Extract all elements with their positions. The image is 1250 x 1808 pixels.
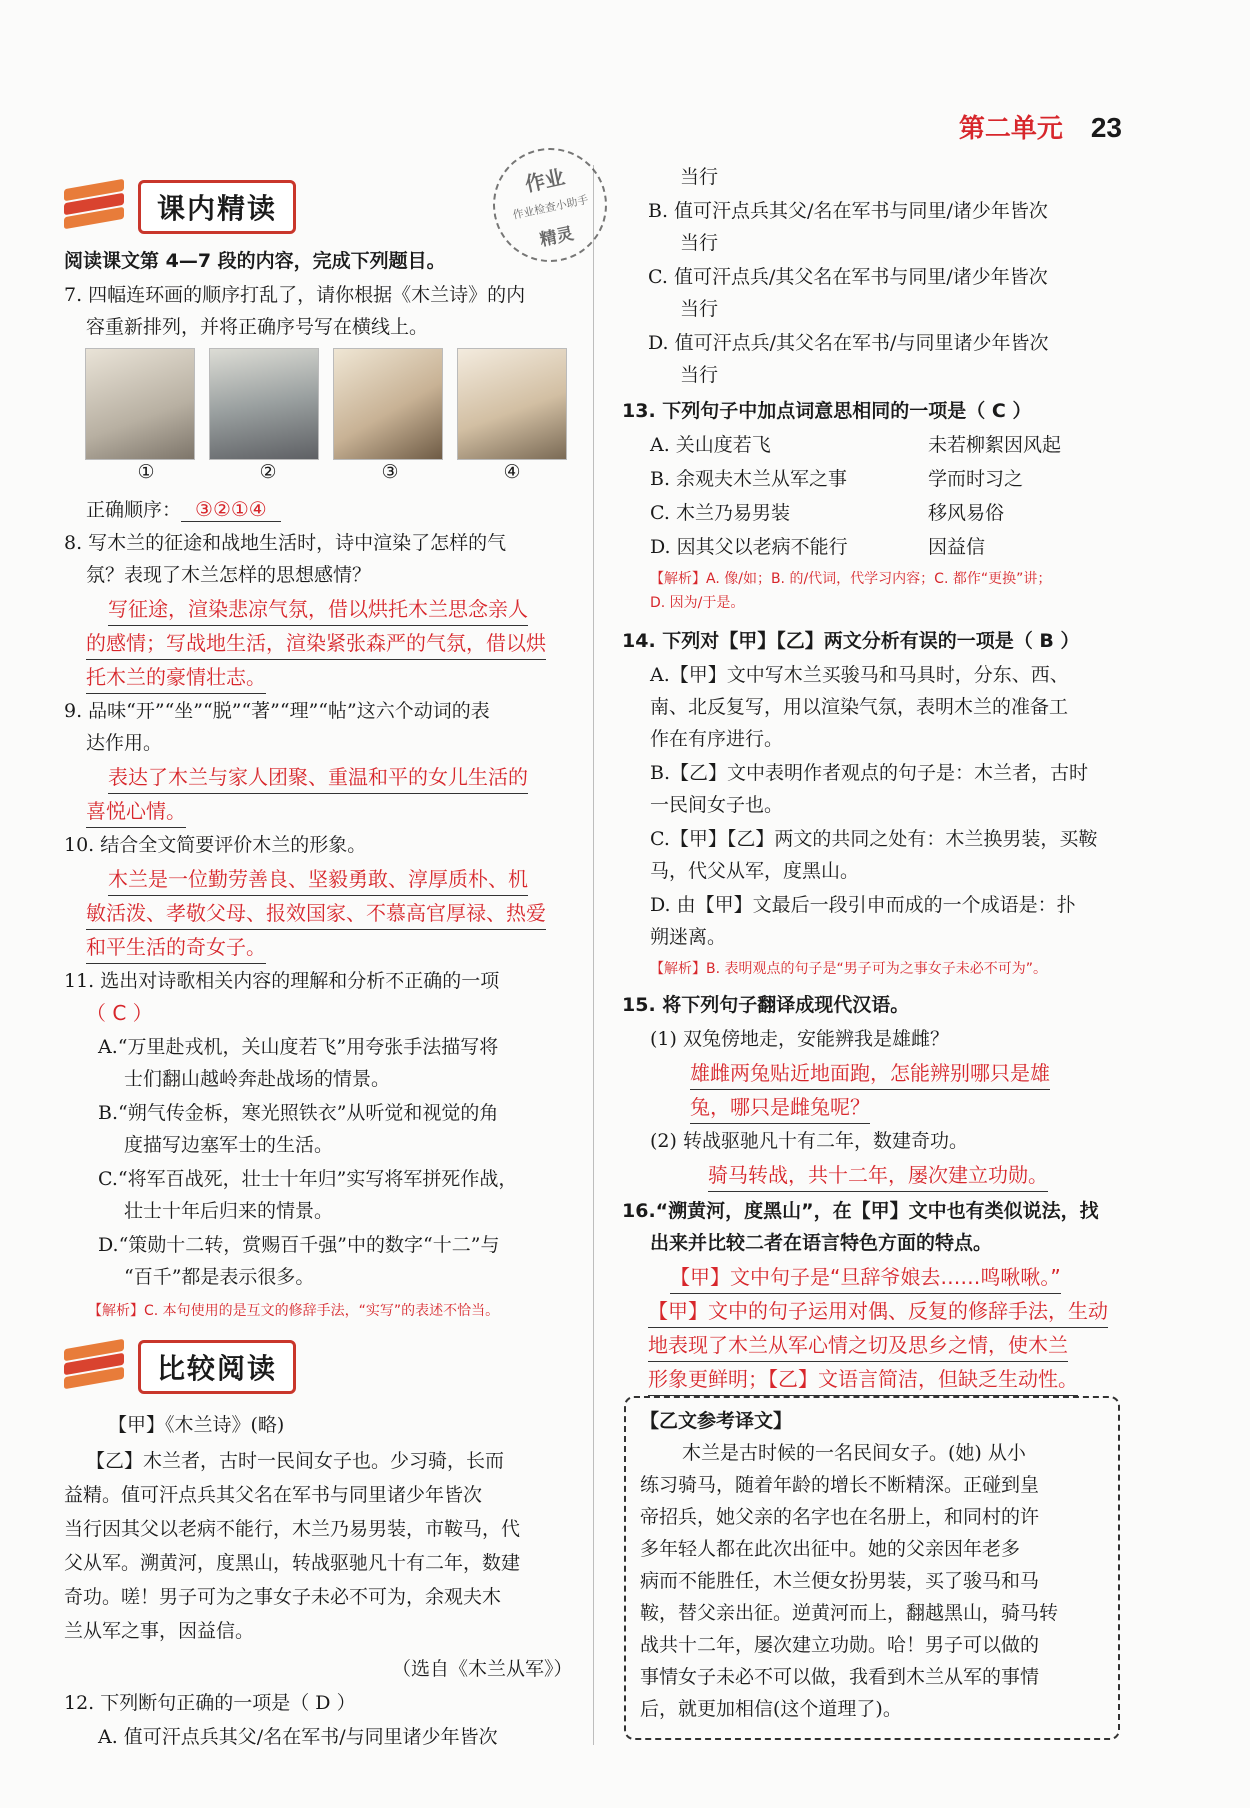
- section-title: 课内精读: [138, 180, 296, 234]
- compare-yi-1: 【乙】木兰者，古时一民间女子也。少习骑，长而: [86, 1450, 505, 1472]
- q12-option-d2: 当行: [680, 364, 719, 386]
- translation-line-1: 木兰是古时候的一名民间女子。(她) 从小: [682, 1442, 1026, 1464]
- q8-answer-2: 的感情；写战地生活，渲染紧张森严的气氛，借以烘: [86, 628, 546, 660]
- page-header: [959, 108, 1122, 145]
- q13-row-d-left: D. 因其父以老病不能行: [650, 536, 848, 558]
- homework-stamp: 作业 作业检查小助手 精灵: [482, 137, 617, 272]
- q11-option-a2: 士们翻山越岭奔赴战场的情景。: [124, 1068, 391, 1090]
- section-compare: [64, 1336, 296, 1398]
- q12-option-c2: 当行: [680, 298, 719, 320]
- translation-line-8: 事情女子未必不可以做，我看到木兰从军的事情: [640, 1666, 1040, 1688]
- q13-analysis-2: D. 因为/于是。: [650, 595, 745, 611]
- q11-option-c2: 壮士十年后归来的情景。: [124, 1200, 334, 1222]
- translation-box: [624, 1396, 1120, 1740]
- q13-row-c-left: C. 木兰乃易男装: [650, 502, 790, 524]
- q12-option-b2: 当行: [680, 232, 719, 254]
- q14-option-c2: 马，代父从军，度黑山。: [650, 860, 860, 882]
- comic-image-2: [209, 348, 319, 460]
- comic-numbers: ① ② ③ ④: [137, 461, 521, 483]
- translation-line-7: 战共十二年，屡次建立功勋。哈！男子可以做的: [640, 1634, 1040, 1656]
- q7-line2: 容重新排列，并将正确序号写在横线上。: [86, 316, 429, 338]
- books-icon: [64, 180, 128, 234]
- q14-option-c1: C.【甲】【乙】两文的共同之处有：木兰换男装，买鞍: [650, 828, 1098, 850]
- translation-line-2: 练习骑马，随着年龄的增长不断精深。正碰到皇: [640, 1474, 1040, 1496]
- q13-row-a-left: A. 关山度若飞: [650, 434, 771, 456]
- q11-option-d1: D.“策勋十二转，赏赐百千强”中的数字“十二”与: [98, 1234, 500, 1256]
- q11-analysis: 【解析】C. 本句使用的是互文的修辞手法，“实写”的表述不恰当。: [88, 1303, 500, 1319]
- comic-image-4: [457, 348, 567, 460]
- compare-yi-5: 奇功。嗟！男子可为之事女子未必不可为，余观夫木: [64, 1586, 502, 1608]
- q8-line2: 氛？表现了木兰怎样的思想感情？: [86, 564, 372, 586]
- translation-title: 【乙文参考译文】: [640, 1410, 793, 1432]
- q15-answer-1a: 雄雌两兔贴近地面跑，怎能辨别哪只是雄: [690, 1058, 1050, 1090]
- q15-line1: 15. 将下列句子翻译成现代汉语。: [622, 994, 910, 1016]
- q14-option-a1: A.【甲】文中写木兰买骏马和马具时，分东、西、: [650, 664, 1069, 686]
- compare-source: （选自《木兰从军》）: [392, 1658, 573, 1680]
- comic-image-3: [333, 348, 443, 460]
- books-icon: [64, 1340, 128, 1394]
- q15-sentence-1: (1) 双兔傍地走，安能辨我是雄雌？: [650, 1028, 949, 1050]
- q11-answer: （ C ）: [86, 1001, 153, 1025]
- q13-row-a-right: 未若柳絮因风起: [928, 434, 1062, 456]
- q14-line1: 14. 下列对【甲】【乙】两文分析有误的一项是（ B ）: [622, 630, 1080, 652]
- q12-option-b1: B. 值可汗点兵其父/名在军书与同里/诸少年皆次: [648, 200, 1048, 222]
- q9-answer-2: 喜悦心情。: [86, 796, 186, 828]
- q9-line1: 9. 品味“开”“坐”“脱”“著”“理”“帖”这六个动词的表: [64, 700, 490, 722]
- q13-row-d-right: 因益信: [928, 536, 986, 558]
- q11-option-c1: C.“将军百战死，壮士十年归”实写将军拼死作战，: [98, 1168, 518, 1190]
- q7-answer: ③②①④: [181, 497, 281, 522]
- q12-option-a2: 当行: [680, 166, 719, 188]
- compare-yi-6: 兰从军之事，因益信。: [64, 1620, 255, 1642]
- q13-row-b-left: B. 余观夫木兰从军之事: [650, 468, 848, 490]
- q13-line1: 13. 下列句子中加点词意思相同的一项是（ C ）: [622, 400, 1032, 422]
- compare-yi-3: 当行因其父以老病不能行，木兰乃易男装，市鞍马，代: [64, 1518, 521, 1540]
- q11-option-b1: B.“朔气传金柝，寒光照铁衣”从听觉和视觉的角: [98, 1102, 499, 1124]
- q14-option-a2: 南、北反复写，用以渲染气氛，表明木兰的准备工: [650, 696, 1069, 718]
- q12-line1: 12. 下列断句正确的一项是（ D ）: [64, 1692, 356, 1714]
- q15-answer-1b: 兔，哪只是雌兔呢？: [690, 1092, 870, 1124]
- q12-option-d1: D. 值可汗点兵/其父名在军书/与同里诸少年皆次: [648, 332, 1049, 354]
- q11-option-b2: 度描写边塞军士的生活。: [124, 1134, 334, 1156]
- translation-line-5: 病而不能胜任，木兰便女扮男装，买了骏马和马: [640, 1570, 1040, 1592]
- q16-answer-4: 形象更鲜明；【乙】文语言简洁，但缺乏生动性。: [648, 1364, 1078, 1396]
- q8-answer-3: 托木兰的豪情壮志。: [86, 662, 266, 694]
- q16-answer-2: 【甲】文中的句子运用对偶、反复的修辞手法，生动: [648, 1296, 1108, 1328]
- translation-line-4: 多年轻人都在此次出征中。她的父亲因年老多: [640, 1538, 1021, 1560]
- q8-answer-1: 写征途，渲染悲凉气氛，借以烘托木兰思念亲人: [108, 594, 528, 626]
- q16-answer-3: 地表现了木兰从军心情之切及思乡之情，使木兰: [648, 1330, 1068, 1362]
- q16-line1: 16.“溯黄河，度黑山”，在【甲】文中也有类似说法，找: [622, 1200, 1099, 1222]
- q13-row-b-right: 学而时习之: [928, 468, 1024, 490]
- compare-jia: 【甲】《木兰诗》(略): [108, 1414, 285, 1436]
- q15-answer-2: 骑马转战，共十二年，屡次建立功勋。: [708, 1160, 1048, 1192]
- q14-option-d1: D. 由【甲】文最后一段引申而成的一个成语是：扑: [650, 894, 1076, 916]
- q9-line2: 达作用。: [86, 732, 163, 754]
- q7-order: 正确顺序： ③②①④: [86, 494, 281, 525]
- compare-yi-2: 益精。值可汗点兵其父名在军书与同里诸少年皆次: [64, 1484, 483, 1506]
- q14-option-a3: 作在有序进行。: [650, 728, 784, 750]
- q7-line1: 7. 四幅连环画的顺序打乱了，请你根据《木兰诗》的内: [64, 284, 526, 306]
- q10-answer-1: 木兰是一位勤劳善良、坚毅勇敢、淳厚质朴、机: [108, 864, 528, 896]
- instruction: 阅读课文第 4—7 段的内容，完成下列题目。: [64, 250, 446, 272]
- unit-title: 第二单元: [958, 114, 1063, 144]
- q14-option-b2: 一民间女子也。: [650, 794, 784, 816]
- translation-line-3: 帝招兵，她父亲的名字也在名册上，和同村的许: [640, 1506, 1040, 1528]
- page-number: 23: [1090, 112, 1122, 143]
- q14-analysis: 【解析】B. 表明观点的句子是“男子可为之事女子未必不可为”。: [650, 961, 1048, 977]
- q12-option-c1: C. 值可汗点兵/其父名在军书与同里/诸少年皆次: [648, 266, 1048, 288]
- comic-strip: [85, 348, 567, 460]
- q12-option-a1: A. 值可汗点兵其父/名在军书/与同里诸少年皆次: [98, 1726, 498, 1748]
- compare-yi-4: 父从军。溯黄河，度黑山，转战驱驰凡十有二年，数建: [64, 1552, 521, 1574]
- section-in-class: [64, 176, 296, 238]
- q13-row-c-right: 移风易俗: [928, 502, 1005, 524]
- column-divider: [593, 165, 594, 1745]
- q14-option-d2: 朔迷离。: [650, 926, 727, 948]
- q13-analysis-1: 【解析】A. 像/如；B. 的/代词，代学习内容；C. 都作“更换”讲；: [650, 571, 1052, 587]
- q10-line1: 10. 结合全文简要评价木兰的形象。: [64, 834, 367, 856]
- q10-answer-3: 和平生活的奇女子。: [86, 932, 266, 964]
- q11-line1: 11. 选出对诗歌相关内容的理解和分析不正确的一项: [64, 970, 500, 992]
- q10-answer-2: 敏活泼、孝敬父母、报效国家、不慕高官厚禄、热爱: [86, 898, 546, 930]
- q15-sentence-2: (2) 转战驱驰凡十有二年，数建奇功。: [650, 1130, 968, 1152]
- q14-option-b1: B.【乙】文中表明作者观点的句子是：木兰者，古时: [650, 762, 1089, 784]
- translation-line-6: 鞍，替父亲出征。逆黄河而上，翻越黑山，骑马转: [640, 1602, 1059, 1624]
- q16-answer-1: 【甲】文中句子是“旦辞爷娘去……鸣啾啾。”: [670, 1262, 1061, 1294]
- q8-line1: 8. 写木兰的征途和战地生活时，诗中渲染了怎样的气: [64, 532, 507, 554]
- q16-line2: 出来并比较二者在语言特色方面的特点。: [650, 1232, 993, 1254]
- q9-answer-1: 表达了木兰与家人团聚、重温和平的女儿生活的: [108, 762, 528, 794]
- section-title: 比较阅读: [138, 1340, 296, 1394]
- q11-option-a1: A.“万里赴戎机，关山度若飞”用夸张手法描写将: [98, 1036, 499, 1058]
- comic-image-1: [85, 348, 195, 460]
- translation-line-9: 后，就更加相信(这个道理了)。: [640, 1698, 902, 1720]
- q11-option-d2: “百千”都是表示很多。: [124, 1266, 315, 1288]
